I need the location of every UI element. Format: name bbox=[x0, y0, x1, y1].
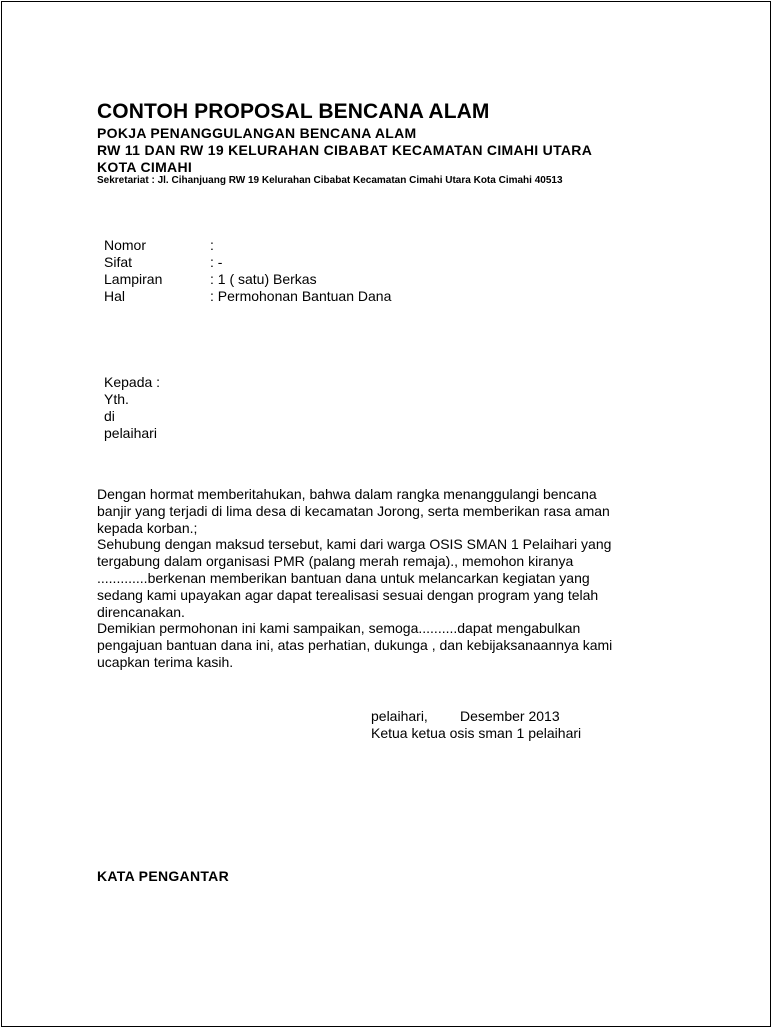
meta-value-lampiran: : 1 ( satu) Berkas bbox=[210, 271, 317, 287]
meta-value-sifat: : - bbox=[210, 254, 223, 270]
signature-role: Ketua ketua osis sman 1 pelaihari bbox=[371, 725, 582, 741]
addressee-yth: Yth. bbox=[104, 391, 129, 407]
organization-name: POKJA PENANGGULANGAN BENCANA ALAM bbox=[97, 125, 417, 141]
organization-area: RW 11 DAN RW 19 KELURAHAN CIBABAT KECAMATAN CIMAHI UTARA bbox=[97, 142, 593, 158]
addressee-kepada: Kepada : bbox=[104, 374, 161, 390]
signature-date: Desember 2013 bbox=[460, 708, 560, 724]
document-title: CONTOH PROPOSAL BENCANA ALAM bbox=[97, 100, 490, 123]
secretariat-address: Sekretariat : Jl. Cihanjuang RW 19 Kelurahan Cibabat Kecamatan Cimahi Utara Kota Cimahi 40513 bbox=[97, 175, 563, 186]
meta-value-hal: : Permohonan Bantuan Dana bbox=[210, 288, 392, 304]
body-line: direncanakan. bbox=[97, 603, 185, 620]
body-line: Demikian permohonan ini kami sampaikan, semoga..........dapat mengabulkan bbox=[97, 620, 581, 637]
body-line: Sehubung dengan maksud tersebut, kami dari warga OSIS SMAN 1 Pelaihari yang bbox=[97, 536, 612, 553]
meta-label-hal: Hal bbox=[104, 288, 126, 304]
addressee-di: di bbox=[104, 408, 115, 424]
signature-place: pelaihari, bbox=[371, 708, 428, 724]
meta-label-nomor: Nomor bbox=[104, 237, 147, 253]
organization-city: KOTA CIMAHI bbox=[97, 159, 193, 175]
letter-body bbox=[97, 486, 697, 671]
meta-label-sifat: Sifat bbox=[104, 254, 133, 270]
body-line: kepada korban.; bbox=[97, 519, 198, 536]
document-page bbox=[1, 1, 771, 1027]
body-line: .............berkenan memberikan bantuan dana untuk melancarkan kegiatan yang bbox=[97, 569, 590, 586]
body-line: Dengan hormat memberitahukan, bahwa dalam rangka menanggulangi bencana bbox=[97, 486, 597, 502]
body-line: sedang kami upayakan agar dapat terealisasi sesuai dengan program yang telah bbox=[97, 586, 599, 603]
meta-label-lampiran: Lampiran bbox=[104, 271, 163, 287]
meta-value-nomor: : bbox=[210, 237, 214, 253]
body-line: ucapkan terima kasih. bbox=[97, 653, 234, 670]
body-line: tergabung dalam organisasi PMR (palang merah remaja)., memohon kiranya bbox=[97, 553, 574, 570]
body-line: pengajuan bantuan dana ini, atas perhatian, dukunga , dan kebijaksanaannya kami bbox=[97, 637, 613, 654]
body-line: banjir yang terjadi di lima desa di kecamatan Jorong, serta memberikan rasa aman bbox=[97, 502, 610, 519]
section-heading: KATA PENGANTAR bbox=[97, 868, 230, 884]
addressee-place: pelaihari bbox=[104, 425, 157, 441]
